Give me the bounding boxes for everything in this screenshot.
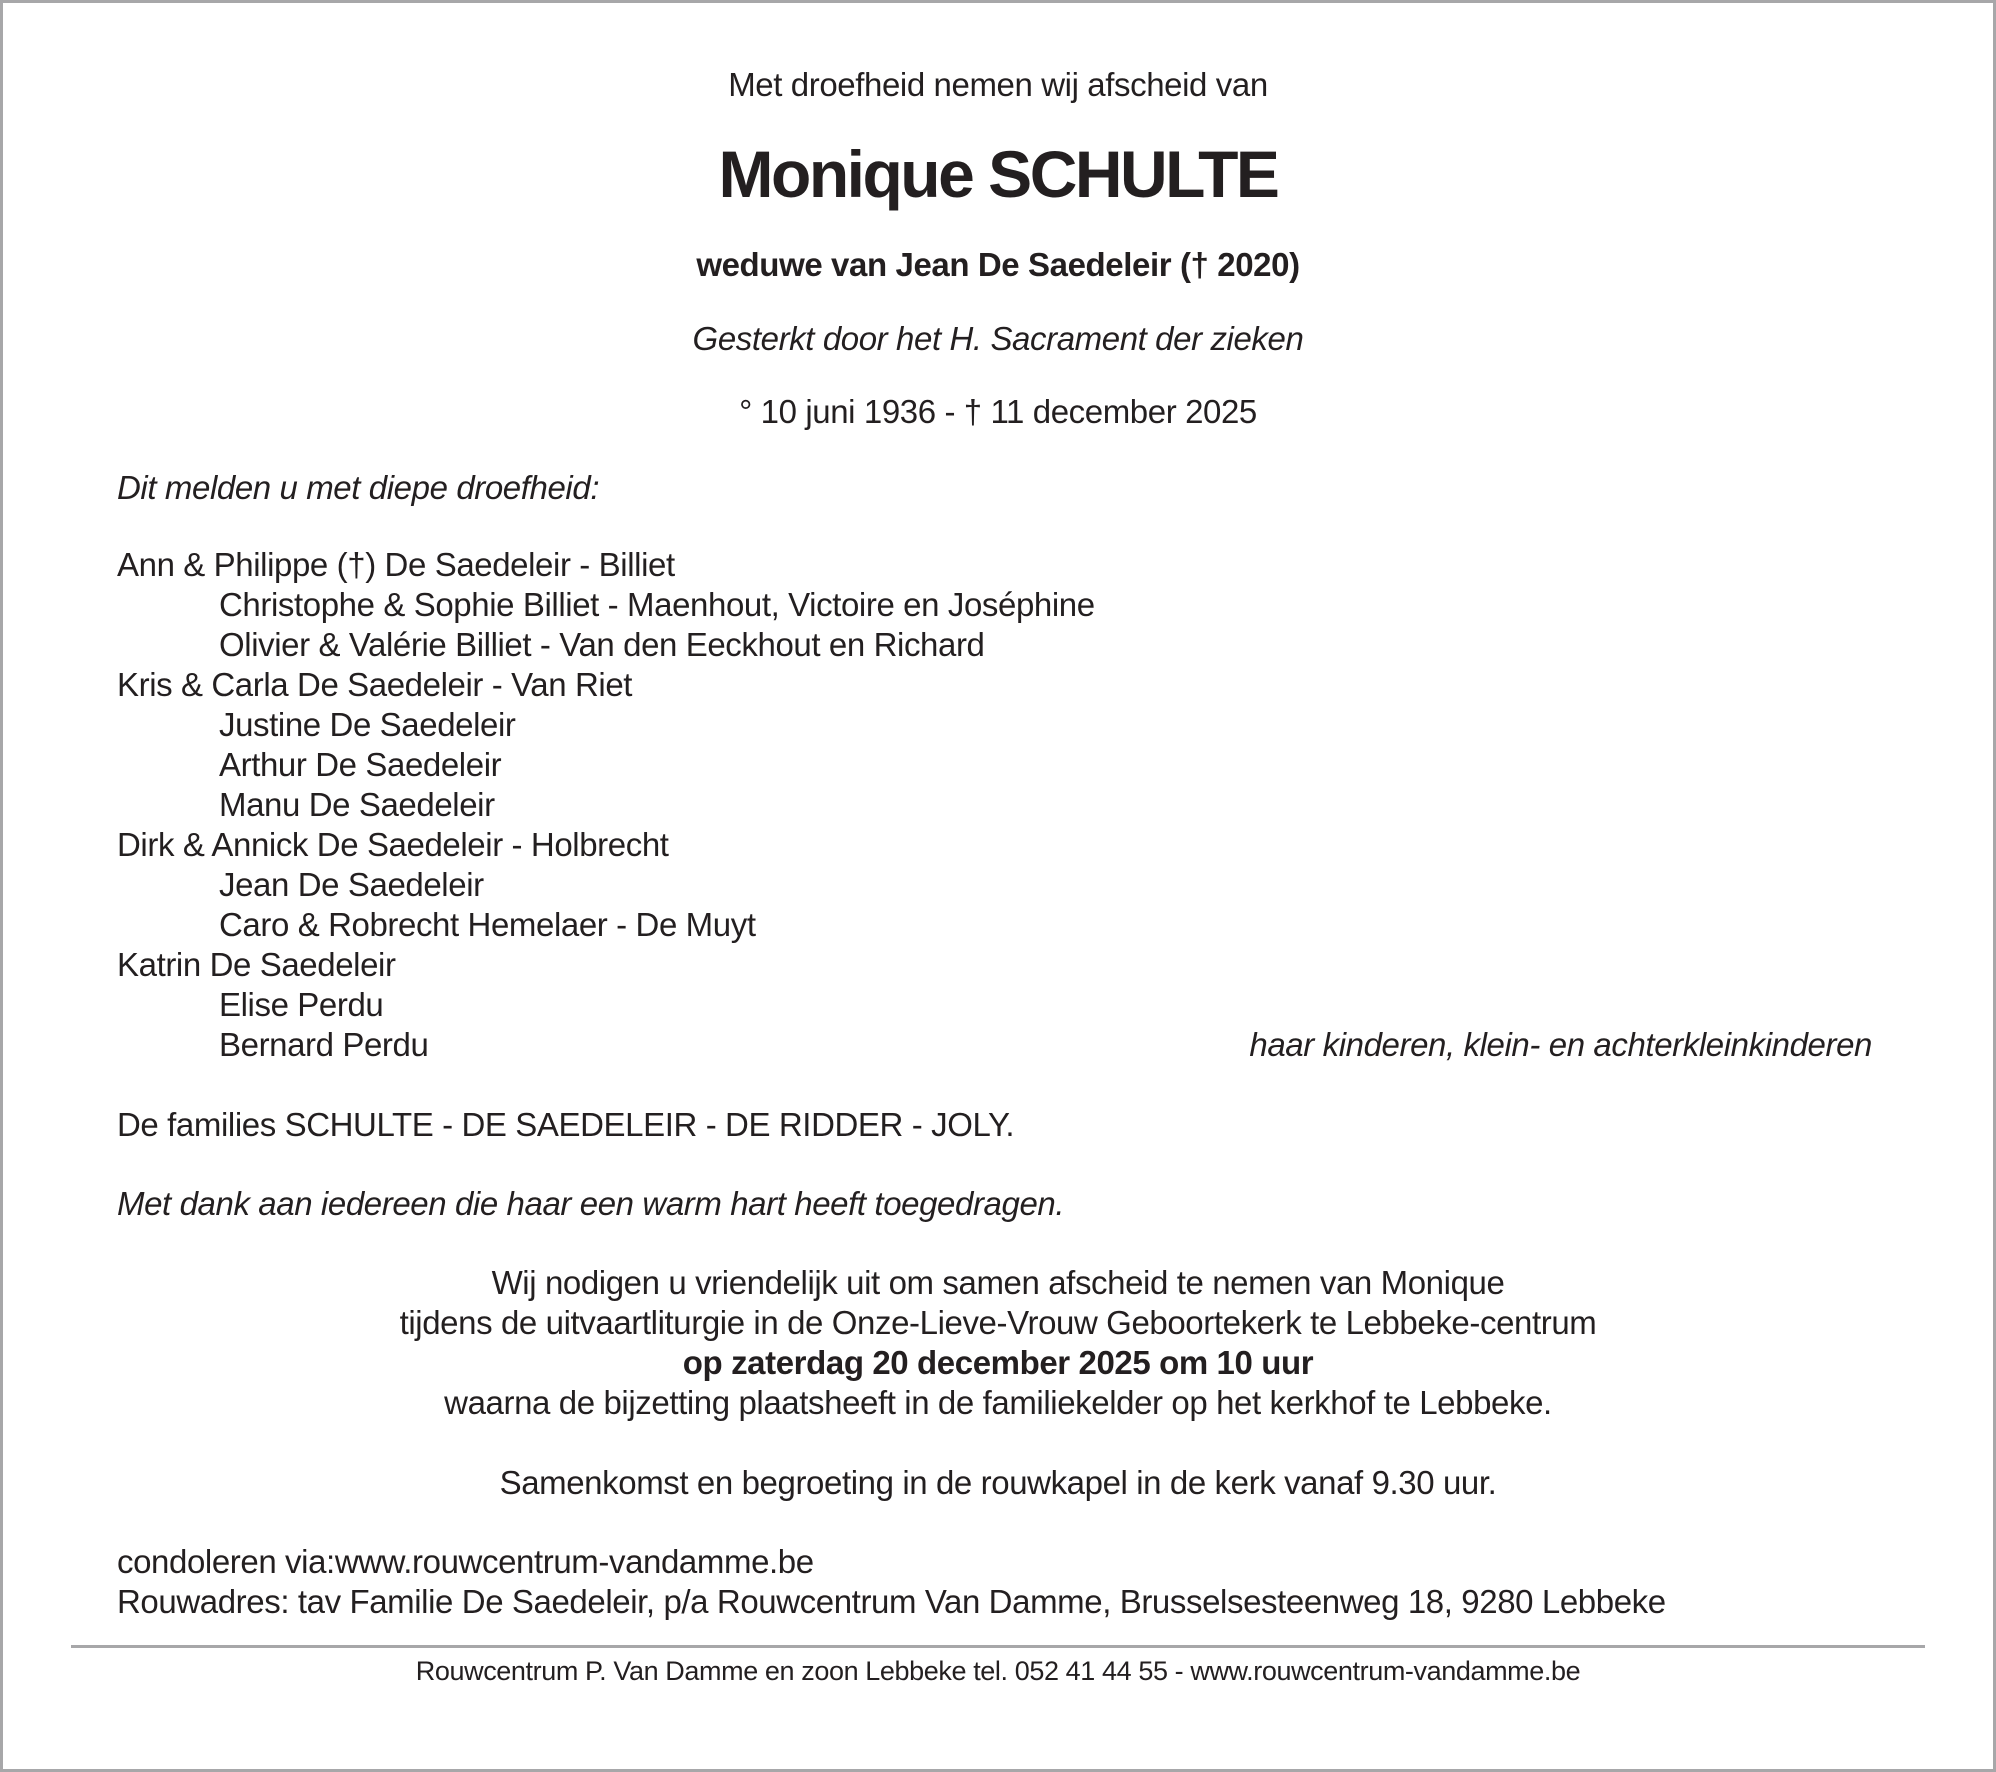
thanks-text: Met dank aan iedereen die haar een warm hart heeft toegedragen.: [117, 1185, 1065, 1222]
footer-text: Rouwcentrum P. Van Damme en zoon Lebbeke tel. 052 41 44 55 - www.rouwcentrum-vandamme.be: [415, 1656, 1581, 1686]
family-member: Jean De Saedeleir: [219, 866, 484, 903]
life-dates: ° 10 juni 1936 - † 11 december 2025: [739, 393, 1257, 430]
deceased-name: Monique SCHULTE: [718, 137, 1278, 211]
intro-text: Met droefheid nemen wij afscheid van: [728, 66, 1268, 103]
invitation-line: waarna de bijzetting plaatsheeft in de familiekelder op het kerkhof te Lebbeke.: [444, 1384, 1552, 1421]
family-member: Kris & Carla De Saedeleir - Van Riet: [117, 666, 633, 703]
family-member: Christophe & Sophie Billiet - Maenhout, Victoire en Joséphine: [219, 586, 1095, 623]
sacrament-text: Gesterkt door het H. Sacrament der zieken: [692, 320, 1304, 357]
funeral-datetime: op zaterdag 20 december 2025 om 10 uur: [682, 1344, 1314, 1381]
family-member: Arthur De Saedeleir: [219, 746, 502, 783]
relation-text: haar kinderen, klein- en achterkleinkinderen: [1249, 1026, 1872, 1063]
announcement-text: Dit melden u met diepe droefheid:: [117, 469, 600, 506]
families-text: De families SCHULTE - DE SAEDELEIR - DE RIDDER - JOLY.: [117, 1106, 1015, 1143]
family-member: Elise Perdu: [219, 986, 384, 1023]
family-member: Olivier & Valérie Billiet - Van den Eeckhout en Richard: [219, 626, 985, 663]
family-member: Bernard Perdu: [219, 1026, 429, 1063]
family-member: Justine De Saedeleir: [219, 706, 516, 743]
mourning-address: Rouwadres: tav Familie De Saedeleir, p/a Rouwcentrum Van Damme, Brusselsesteenweg 18, 9280 Lebbeke: [117, 1583, 1666, 1620]
gathering-text: Samenkomst en begroeting in de rouwkapel in de kerk vanaf 9.30 uur.: [499, 1464, 1497, 1501]
family-member: Katrin De Saedeleir: [117, 946, 396, 983]
family-member: Dirk & Annick De Saedeleir - Holbrecht: [117, 826, 669, 863]
footer-divider: [71, 1645, 1925, 1648]
spouse-text: weduwe van Jean De Saedeleir († 2020): [696, 246, 1300, 283]
invitation-line: Wij nodigen u vriendelijk uit om samen afscheid te nemen van Monique: [491, 1264, 1505, 1301]
invitation-line: tijdens de uitvaartliturgie in de Onze-Lieve-Vrouw Geboortekerk te Lebbeke-centrum: [399, 1304, 1597, 1341]
condolences-link[interactable]: condoleren via:www.rouwcentrum-vandamme.be: [117, 1543, 814, 1580]
family-member: Caro & Robrecht Hemelaer - De Muyt: [219, 906, 756, 943]
family-member: Manu De Saedeleir: [219, 786, 495, 823]
family-member: Ann & Philippe (†) De Saedeleir - Billiet: [117, 546, 675, 583]
